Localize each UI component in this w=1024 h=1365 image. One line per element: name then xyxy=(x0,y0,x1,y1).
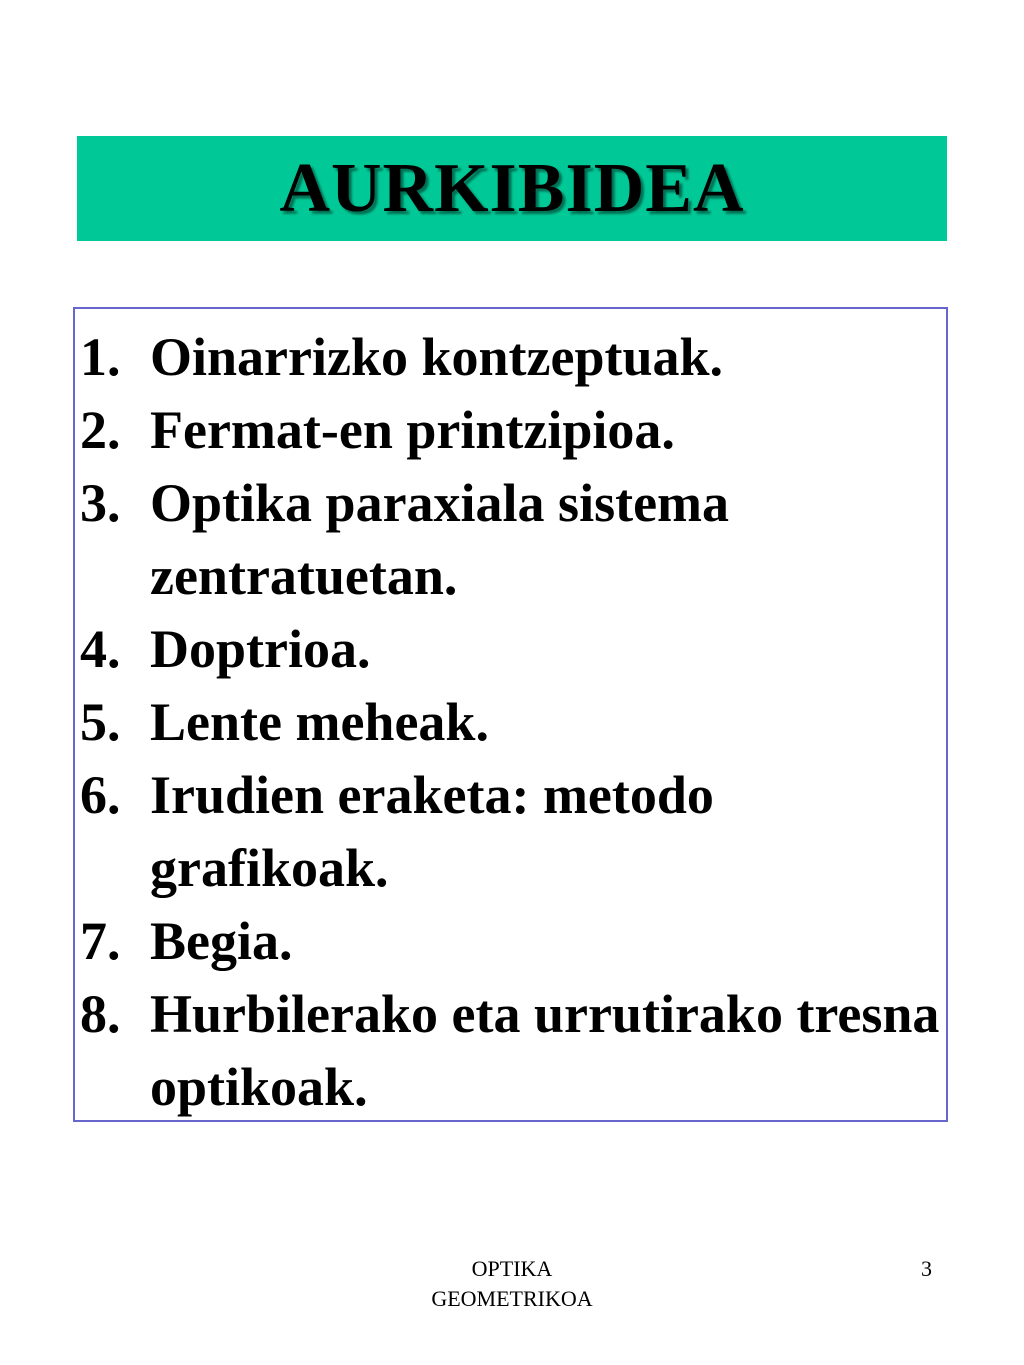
toc-text: Irudien eraketa: metodo grafikoak. xyxy=(150,765,714,898)
toc-text: Lente meheak. xyxy=(150,692,489,752)
toc-number: 3. xyxy=(80,473,121,533)
toc-number: 5. xyxy=(80,692,121,752)
toc-text: Oinarrizko kontzeptuak. xyxy=(150,327,724,387)
footer-course-title xyxy=(0,1254,1024,1314)
title-banner xyxy=(77,136,947,241)
toc-item-5 xyxy=(80,686,940,759)
toc-number: 2. xyxy=(80,400,121,460)
toc-item-7 xyxy=(80,905,940,978)
slide-title: AURKIBIDEA xyxy=(279,149,745,227)
toc-number: 4. xyxy=(80,619,121,679)
toc-number: 1. xyxy=(80,327,121,387)
table-of-contents xyxy=(80,321,940,1124)
page-number: 3 xyxy=(921,1256,932,1281)
toc-item-4 xyxy=(80,613,940,686)
footer-line-2: GEOMETRIKOA xyxy=(431,1286,593,1311)
toc-number: 7. xyxy=(80,911,121,971)
toc-item-8 xyxy=(80,978,940,1124)
footer-line-1: OPTIKA xyxy=(471,1256,553,1281)
toc-text: Begia. xyxy=(150,911,293,971)
toc-text: Hurbilerako eta urrutirako tresna optikoak. xyxy=(150,984,940,1117)
toc-text: Fermat-en printzipioa. xyxy=(150,400,675,460)
toc-item-2 xyxy=(80,394,940,467)
toc-number: 6. xyxy=(80,765,121,825)
toc-item-1 xyxy=(80,321,940,394)
toc-text: Optika paraxiala sistema zentratuetan. xyxy=(150,473,730,606)
toc-text: Doptrioa. xyxy=(150,619,371,679)
toc-number: 8. xyxy=(80,984,121,1044)
toc-item-3 xyxy=(80,467,940,613)
toc-item-6 xyxy=(80,759,940,905)
